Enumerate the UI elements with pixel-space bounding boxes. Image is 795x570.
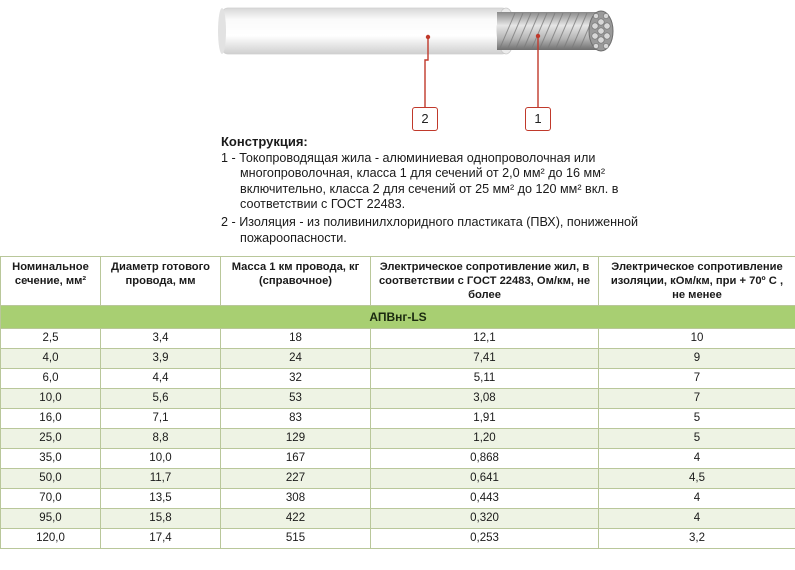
cable-illustration xyxy=(0,0,795,135)
grade-row xyxy=(1,306,795,329)
table-row xyxy=(1,329,795,349)
cell-mass: 53 xyxy=(221,389,371,409)
cell-diameter: 7,1 xyxy=(101,409,221,429)
cell-diameter: 3,9 xyxy=(101,349,221,369)
header-diameter: Диаметр готового провода, мм xyxy=(101,257,221,306)
cell-conductor-resistance: 7,41 xyxy=(371,349,599,369)
cell-cross-section: 50,0 xyxy=(1,469,101,489)
cell-insulation-resistance: 4,5 xyxy=(599,469,795,489)
cell-mass: 422 xyxy=(221,509,371,529)
cell-mass: 227 xyxy=(221,469,371,489)
cell-cross-section: 25,0 xyxy=(1,429,101,449)
cell-cross-section: 70,0 xyxy=(1,489,101,509)
cell-mass: 167 xyxy=(221,449,371,469)
cell-cross-section: 35,0 xyxy=(1,449,101,469)
cell-insulation-resistance: 5 xyxy=(599,409,795,429)
table-row xyxy=(1,449,795,469)
table-row xyxy=(1,369,795,389)
header-cross-section: Номинальное сечение, мм² xyxy=(1,257,101,306)
header-mass: Масса 1 км провода, кг (справочное) xyxy=(221,257,371,306)
cell-conductor-resistance: 0,443 xyxy=(371,489,599,509)
grade-label: АПВнг-LS xyxy=(1,306,795,329)
cell-cross-section: 10,0 xyxy=(1,389,101,409)
construction-section xyxy=(221,134,641,248)
cell-mass: 129 xyxy=(221,429,371,449)
cell-cross-section: 16,0 xyxy=(1,409,101,429)
table-row xyxy=(1,529,795,549)
cell-cross-section: 2,5 xyxy=(1,329,101,349)
header-conductor-resistance: Электрическое сопротивление жил, в соответствии с ГОСТ 22483, Ом/км, не более xyxy=(371,257,599,306)
table-row xyxy=(1,489,795,509)
cell-cross-section: 6,0 xyxy=(1,369,101,389)
header-insulation-resistance: Электрическое сопротивление изоляции, кОм/км, при + 70º С , не менее xyxy=(599,257,795,306)
cell-insulation-resistance: 4 xyxy=(599,449,795,469)
cell-mass: 308 xyxy=(221,489,371,509)
cell-insulation-resistance: 7 xyxy=(599,389,795,409)
cell-diameter: 5,6 xyxy=(101,389,221,409)
cell-diameter: 4,4 xyxy=(101,369,221,389)
cell-insulation-resistance: 4 xyxy=(599,509,795,529)
cell-mass: 24 xyxy=(221,349,371,369)
cell-insulation-resistance: 3,2 xyxy=(599,529,795,549)
table-row xyxy=(1,509,795,529)
cell-mass: 18 xyxy=(221,329,371,349)
cell-conductor-resistance: 12,1 xyxy=(371,329,599,349)
cell-conductor-resistance: 1,20 xyxy=(371,429,599,449)
cell-conductor-resistance: 0,253 xyxy=(371,529,599,549)
cell-diameter: 8,8 xyxy=(101,429,221,449)
cell-cross-section: 120,0 xyxy=(1,529,101,549)
table-row xyxy=(1,409,795,429)
cell-insulation-resistance: 9 xyxy=(599,349,795,369)
cell-conductor-resistance: 0,320 xyxy=(371,509,599,529)
cell-diameter: 10,0 xyxy=(101,449,221,469)
cell-insulation-resistance: 5 xyxy=(599,429,795,449)
cell-mass: 515 xyxy=(221,529,371,549)
construction-item-conductor: 1 - Токопроводящая жила - алюминиевая однопроволочная или многопроволочная, класса 1 для сечений от 2,0 мм² до 16 мм² включительно, класса 2 для сечений от 25 мм² до 120 мм² вкл. в соответствии с ГОСТ 22483. xyxy=(221,150,619,212)
cell-insulation-resistance: 10 xyxy=(599,329,795,349)
cell-cross-section: 4,0 xyxy=(1,349,101,369)
cell-conductor-resistance: 3,08 xyxy=(371,389,599,409)
cell-insulation-resistance: 7 xyxy=(599,369,795,389)
cell-cross-section: 95,0 xyxy=(1,509,101,529)
table-row xyxy=(1,389,795,409)
construction-title: Конструкция: xyxy=(221,134,308,149)
cell-diameter: 11,7 xyxy=(101,469,221,489)
table-row xyxy=(1,349,795,369)
cell-conductor-resistance: 1,91 xyxy=(371,409,599,429)
cell-diameter: 17,4 xyxy=(101,529,221,549)
cell-conductor-resistance: 0,868 xyxy=(371,449,599,469)
table-row xyxy=(1,469,795,489)
cell-mass: 83 xyxy=(221,409,371,429)
table-header-row xyxy=(1,257,795,306)
construction-item-insulation: 2 - Изоляция - из поливинилхлоридного пластиката (ПВХ), пониженной пожароопасности. xyxy=(221,214,639,245)
spec-table xyxy=(0,256,795,549)
cell-conductor-resistance: 5,11 xyxy=(371,369,599,389)
cell-insulation-resistance: 4 xyxy=(599,489,795,509)
callout-2: 2 xyxy=(412,107,438,131)
cell-mass: 32 xyxy=(221,369,371,389)
cell-conductor-resistance: 0,641 xyxy=(371,469,599,489)
table-row xyxy=(1,429,795,449)
cell-diameter: 13,5 xyxy=(101,489,221,509)
cell-diameter: 3,4 xyxy=(101,329,221,349)
cell-diameter: 15,8 xyxy=(101,509,221,529)
callout-1: 1 xyxy=(525,107,551,131)
insulation-layer xyxy=(222,8,508,54)
